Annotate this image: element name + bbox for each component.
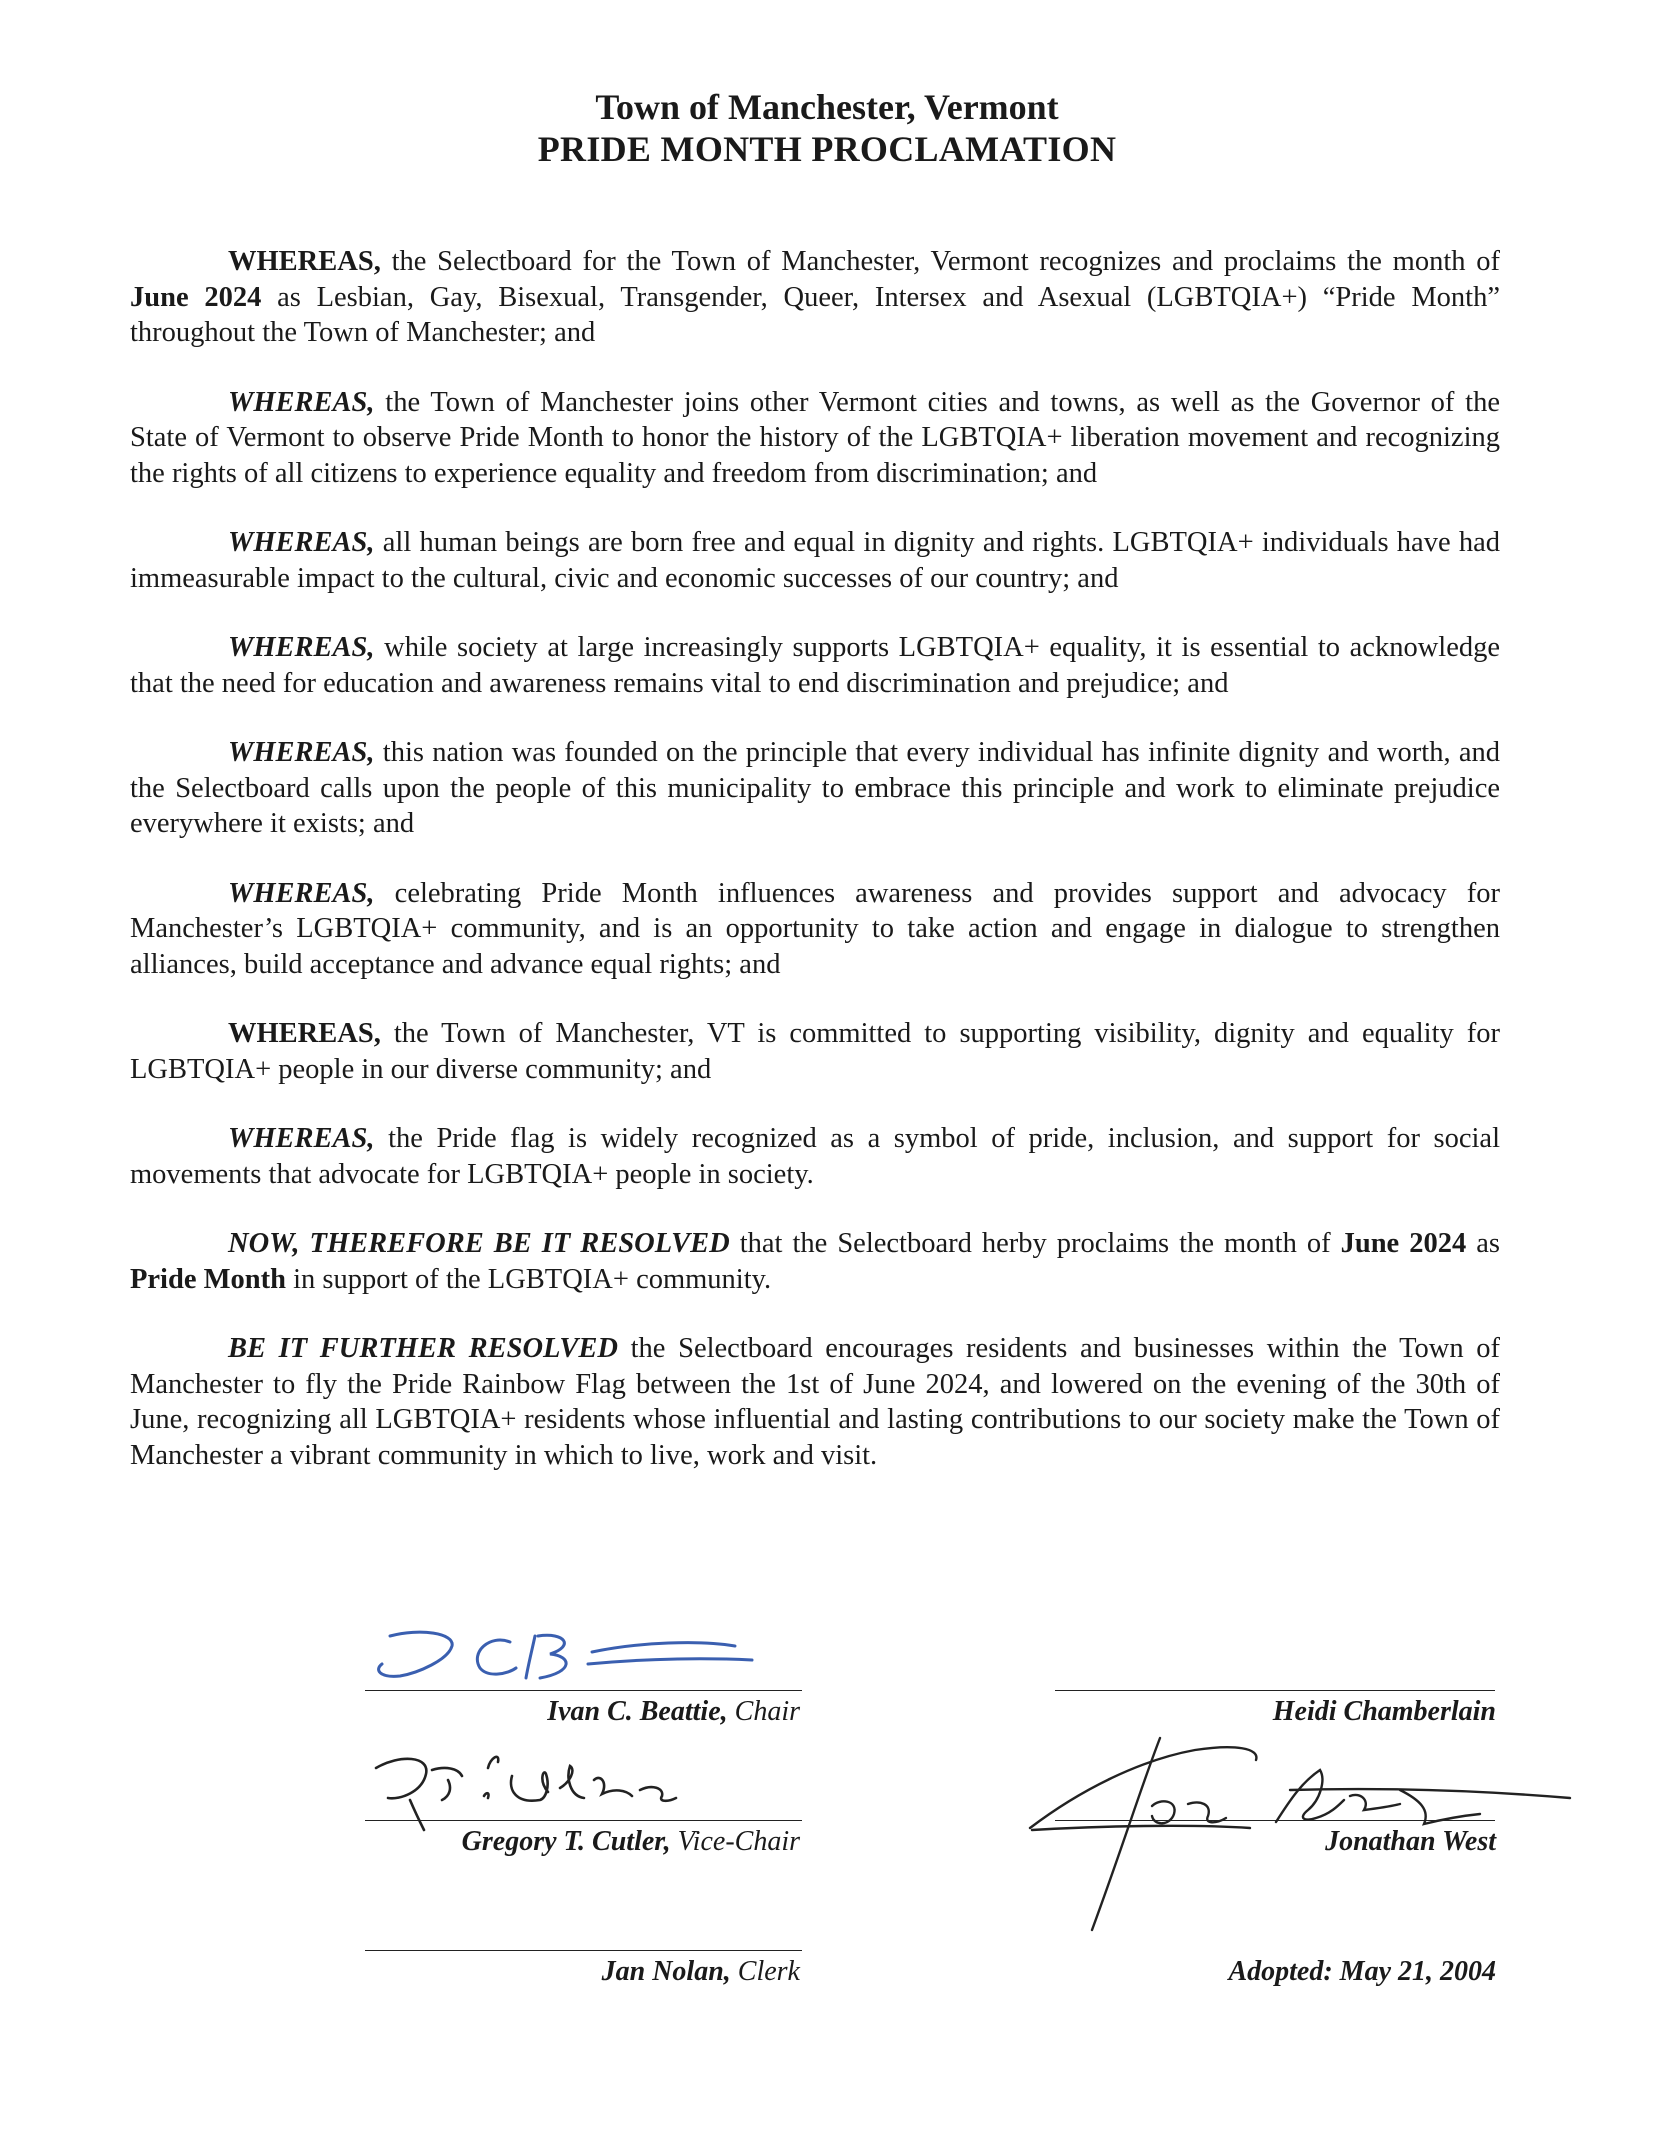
paragraph-lead: WHEREAS, [228,1123,375,1154]
paragraph-text: the Pride flag is widely recognized as a symbol of pride, inclusion, and support for social movements that advocate for LGBTQIA+ people in society. [130,1123,1500,1190]
town-heading: Town of Manchester, Vermont [595,87,1059,127]
vice-chair-role: Vice-Chair [677,1826,800,1857]
emphasized-text: June 2024 [130,281,262,313]
paragraph [130,1226,1500,1297]
member1-name: Heidi Chamberlain [1272,1696,1496,1727]
paragraph [130,385,1500,492]
paragraph-text: as Lesbian, Gay, Bisexual, Transgender, Queer, Intersex and Asexual (LGBTQIA+) “Pride Month” throughout the Town of Manchester; and [130,281,1500,348]
paragraph-text: while society at large increasingly supports LGBTQIA+ equality, it is essential to acknowledge that the need for education and awareness remains vital to end discrimination and prejudice; and [130,632,1500,699]
vice-chair-signature-line [365,1820,802,1821]
chair-role: Chair [734,1696,800,1727]
paragraph-lead: WHEREAS, [228,877,375,909]
emphasized-text: Pride Month [130,1263,286,1295]
paragraph-lead: WHEREAS, [228,1018,381,1049]
clerk-name-text: Jan Nolan, [601,1956,731,1987]
emphasized-text: June 2024 [1340,1228,1467,1259]
paragraph [130,735,1500,842]
paragraph [130,244,1500,351]
clerk-role: Clerk [737,1956,800,1987]
chair-name-text: Ivan C. Beattie, [547,1696,728,1727]
paragraph-text: this nation was founded on the principle that every individual has infinite dignity and worth, and the Selectboard calls upon the people of this municipality to embrace this principle and work to eliminate prejudice everywhere it exists; and [130,737,1500,839]
paragraph-text: the Selectboard encourages residents and businesses within the Town of Manchester to fly the Pride Rainbow Flag between the 1st of June 2024, and lowered on the evening of the 30th of June, recognizing all LGBTQIA+ residents whose influential and lasting contributions to our society make the Town of Manchester a vibrant community in which to live, work and visit. [130,1333,1500,1471]
paragraph [130,630,1500,701]
paragraph-text: the Town of Manchester joins other Vermont cities and towns, as well as the Governor of the State of Vermont to observe Pride Month to honor the history of the LGBTQIA+ liberation movement and recognizing the rights of all citizens to experience equality and freedom from discrimination; and [130,386,1500,489]
proclamation-body [130,244,1500,1473]
paragraph-lead: WHEREAS, [228,737,375,768]
clerk-signature-line [365,1950,802,1951]
chair-signature [360,1628,780,1688]
chair-signature-line [365,1690,802,1691]
paragraph-lead: WHEREAS, [228,246,381,277]
paragraph-lead: NOW, THEREFORE BE IT RESOLVED [228,1228,730,1259]
member1-signature-line [1055,1690,1495,1691]
paragraph-text: in support of the LGBTQIA+ community. [285,1263,772,1295]
paragraph-lead: BE IT FURTHER RESOLVED [228,1333,619,1364]
member2-name: Jonathan West [1325,1826,1496,1857]
clerk-name [602,1956,800,1988]
chair-name [547,1696,800,1728]
member2-signature-line [1055,1820,1495,1821]
paragraph-lead: WHEREAS, [228,527,375,558]
paragraph [130,1121,1500,1192]
paragraph [130,525,1500,596]
vice-chair-name-text: Gregory T. Cutler, [461,1826,671,1857]
paragraph [130,1016,1500,1087]
paragraph-text: as [1466,1228,1500,1259]
paragraph [130,1331,1500,1473]
vice-chair-name [462,1826,800,1858]
paragraph-text: the Town of Manchester, VT is committed to supporting visibility, dignity and equality for LGBTQIA+ people in our diverse community; and [130,1018,1500,1085]
paragraph-text: celebrating Pride Month influences awareness and provides support and advocacy for Manchester’s LGBTQIA+ community, and is an opportunity to take action and engage in dialogue to strengthen alliances, build acceptance and advance equal rights; and [130,877,1500,980]
paragraph [130,876,1500,983]
document-title: PRIDE MONTH PROCLAMATION [537,129,1117,169]
paragraph-lead: WHEREAS, [228,386,375,418]
paragraph-text: all human beings are born free and equal in dignity and rights. LGBTQIA+ individuals have had immeasurable impact to the cultural, civic and economic successes of our country; and [130,527,1500,594]
member2-signature [1020,1730,1590,1940]
paragraph-text: that the Selectboard herby proclaims the month of [729,1228,1341,1259]
paragraph-text: the Selectboard for the Town of Manchester, Vermont recognizes and proclaims the month of [380,246,1500,277]
adopted-date: Adopted: May 21, 2004 [1228,1956,1496,1987]
paragraph-lead: WHEREAS, [228,632,375,663]
